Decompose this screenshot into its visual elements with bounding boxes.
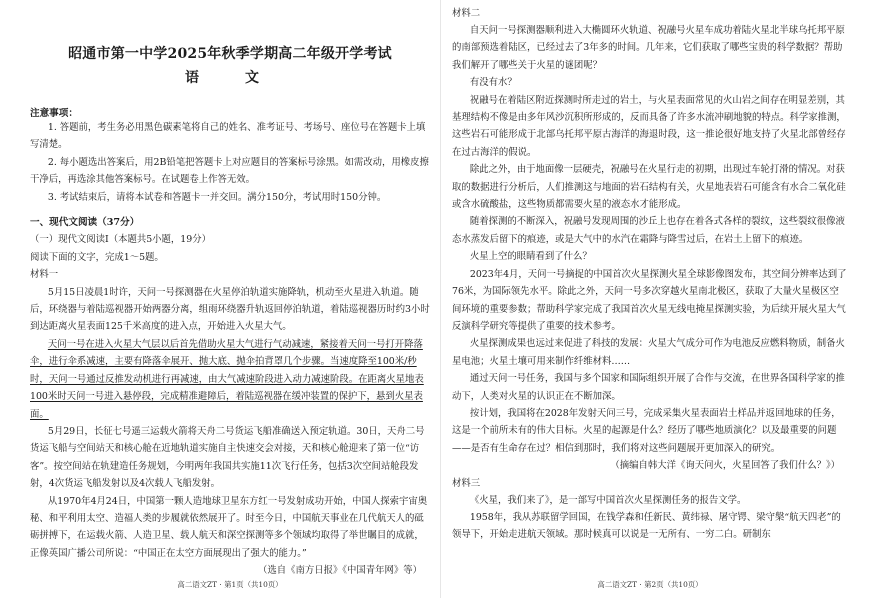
page-footer: 高二语文ZT · 第2页（共10页） [597,580,703,589]
note-item: 2. 每小题选出答案后，用2B铅笔把答题卡上对应题目的答案标号涂黑。如需改动，用橡皮擦干净后，再选涂其他答案标号。在试题卷上作答无效。 [30,156,429,186]
material-source: （摘编自韩大洋《询天问火，火星回答了我们什么？》） [610,460,840,472]
material-paragraph: 随着探测的不断深入，祝融号发现周围的沙丘上也存在着各式各样的裂纹，这些裂纹很像液态水蒸发后留下的痕迹，或是大气中的水汽在霜降与降雪过后，在岩土上留下的痕迹。 [452,216,845,245]
material-paragraph: 火星探测成果也远过来促进了科技的发展：火星大气成分可作为电池反应燃料物质，制备火星电池；火星土壤可用来制作纤维材料…… [452,338,845,367]
subsection-heading: （一）现代文阅读Ⅰ（本题共5小题，19分） [30,234,211,246]
material-paragraph: 《火星，我们来了》，是一部写中国首次火星探测任务的报告文学。 [469,494,747,506]
material-paragraph: 2023年4月，天问一号摘捉的中国首次火星探测火星全球影像图发布，其空间分辨率达到了76米，为国际领先水平。除此之外，天问一号多次穿越火星南北极区，获取了大量火星极区空间环境的重要参数；帮助科学家完成了我国首次火星无线电掩星探测实验，为后续开展火星大气反演科学研究等提供了重要的技术参考。 [452,268,847,332]
material-paragraph: 通过天问一号任务，我国与多个国家和国际组织开展了合作与交流，在世界各国科学家的推动下，人类对火星的认识正在不断加深。 [452,373,845,402]
material-paragraph: 1958年，我从苏联留学回国，在钱学森和任新民、黄纬禄、屠守锷、梁守槃“航天四老”的领导下，开始走进航天领域。那时候真可以说是一无所有、一穷二白。研制东 [452,511,841,541]
material-paragraph: 自天问一号探测器顺利进入大椭圆环火轨道、祝融号火星车成功着陆火星北半球乌托邦平原的南部预选着陆区，已经过去了3年多的时间。几年来，它们获取了哪些宝贵的科学数据？帮助我们解开了哪些关于火星的谜团呢？ [452,25,845,71]
note-item: 3. 考试结束后，请将本试卷和答题卡一并交回。满分150分，考试用时150分钟。 [47,191,387,203]
reading-instruction: 阅读下面的文字，完成1～5题。 [30,251,164,263]
underlined-passage: 天问一号在进入火星大气层以后首先借助火星大气进行气动减速，紧接着天问一号打开降落伞，进行伞系减速，主要有降落伞展开、抛大底、抛伞拍背罩几个步骤。当速度降至100米/秒时，天问一号通过反推发动机进行再减速，由大气减速阶段进入动力减速阶段。在距离火星地表100米时天问一号进入悬停段，完成精准避障后，着陆巡视器在缓冲装置的保护下，悬到火星表面。 [30,338,424,420]
material-paragraph: 5月15日凌晨1时许，天问一号探测器在火星停泊轨道实施降轨，机动至火星进入轨道。随后，环绕器与着陆巡视器开始两器分离，组雨环绕器升轨返回停泊轨道，着陆巡视器历时约3小时到达距离火星表面125千米高度的进入点，开始进入火星大气。 [30,286,430,333]
page-footer: 高二语文ZT · 第1页（共10页） [177,580,283,589]
material-paragraph: 5月29日，长征七号遥三运载火箭将天舟二号货运飞船准确送入预定轨道。30日，天舟二号货运飞船与空间站天和核心舱在近地轨道实施自主快速交会对接，天和核心舱迎来了第一位“访客”。按空间站在轨建造任务规划，今明两年我国共实施11次飞行任务，包括3次空间站舱段发射，4次货运飞船发射以及4次载人飞船发射。 [30,425,425,490]
material-paragraph: 从1970年4月24日，中国第一颗人造地球卫星东方红一号发射成功开始，中国人探索宇宙奥秘、和平利用太空、造福人类的步履就依然展开了。时至今日，中国航天事业在几代航天人的砥砺拼搏下，在运载火箭、人造卫星、载人航天和深空探测等多个领域均取得了举世瞩目的成就，正像英国广播公司所说：“中国正在太空方面展现出了强大的能力。” [30,495,428,559]
exam-title: 昭通市第一中学2025年秋季学期高二年级开学考试 [68,46,392,62]
note-item: 1. 答题前，考生务必用黑色碳素笔将自己的姓名、准考证号、考场号、座位号在答题卡上填写清楚。 [30,122,426,151]
notes-heading: 注意事项： [30,108,78,119]
material-three-label: 材料三 [452,477,481,489]
subtopic-heading: 有没有水？ [469,77,517,89]
material-two-label: 材料二 [452,8,481,19]
section-heading: 一、现代文阅读（37分） [30,217,140,229]
page-one [30,0,430,598]
subtopic-heading: 火星上空的眼睛看到了什么？ [469,251,592,263]
page-two [452,0,848,598]
material-source: （选自《南方日报》《中国青年网》等） [257,565,422,577]
material-paragraph: 祝融号在着陆区附近探测时所走过的岩土，与火星表面常见的火山岩之间存在明显差别，其基理结构不像是由多年风沙沉积所形成的，反而具备了许多水流冲刷地貌的特点。科学家推测，这些岩石可能形成于北部乌托邦平原古海洋的海退时段，这一推论很好地支持了火星北部曾经存在过古海洋的假说。 [452,94,846,158]
material-paragraph: 除此之外，由于地面像一层硬壳，祝融号在火星行走的初期，出现过车轮打滑的情况。对获取的数据进行分析后，人们推测这与地面的岩石结构有关，火星地表岩石可能含有水合二氧化硅或含水硫酸盐，这些物质都需要火星的液态水才能形成。 [452,164,846,211]
material-paragraph: 按计划，我国将在2028年发射天问三号，完成采集火星表面岩土样品并返回地球的任务，这是一个前所未有的伟大目标。火星的起源是什么？经历了哪些地质演化？以及最重要的问题——是否有生命存在过？相信到那时，我们将对这些问题展开更加深入的研究。 [452,407,841,454]
material-one-label: 材料一 [30,269,59,281]
page-divider [440,0,441,598]
exam-subject: 语 文 [185,70,275,86]
material-paragraph-underlined [30,336,430,423]
